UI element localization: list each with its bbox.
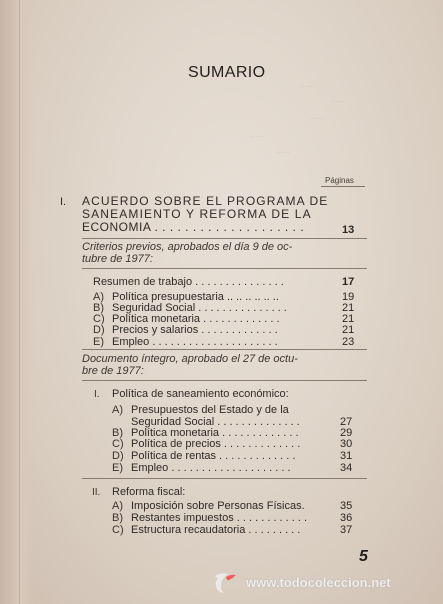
toc-item-letter: A) [112,500,123,512]
page-number-entry: 13 [342,224,355,236]
page-fold-line [19,0,20,604]
page-number-entry: 19 [342,291,355,303]
section-title-line: ACUERDO SOBRE EL PROGRAMA DE [82,194,329,208]
toc-item-label: Política monetaria . . . . . . . . . . . . . [112,313,280,325]
toc-item-letter: A) [93,291,104,303]
bleed-through-text: ...... [310,111,326,121]
toc-item-label: Política monetaria . . . . . . . . . . . . . [131,427,299,439]
page-number-entry: 29 [340,427,353,439]
page-number-entry: 17 [342,276,355,288]
toc-item-label: Empleo . . . . . . . . . . . . . . . . . . . . [131,462,291,474]
toc-item-letter: B) [112,512,123,524]
toc-item-letter: B) [93,302,104,314]
bleed-through-text: ...... [299,78,316,90]
subsection-heading: Criterios previos, aprobados el día 9 de oc- [82,241,293,253]
page-number-entry: 34 [340,462,353,474]
toc-item-label: Precios y salarios . . . . . . . . . . . . . [112,324,278,336]
bleed-through-text: ...... [275,145,291,155]
subsection-heading: Documento íntegro, aprobado el 27 de octu- [82,353,298,365]
toc-item-letter: A) [112,404,123,416]
page-spine-shadow [0,0,34,604]
divider-line [82,380,367,381]
toc-item-label: Política de precios . . . . . . . . . . . . . [131,438,301,450]
todocoleccion-logo-icon [213,571,239,595]
toc-item-label: Imposición sobre Personas Físicas. [131,500,305,512]
bleed-through-text: ...... [250,129,266,139]
divider-line [82,238,367,239]
toc-item-label: Política de rentas . . . . . . . . . . . . . [131,450,296,462]
section-title-line: SANEAMIENTO Y REFORMA DE LA [82,207,312,221]
part-heading: Política de saneamiento económico: [112,388,289,400]
toc-item-letter: B) [112,427,123,439]
toc-item-label: Política presupuestaria .. .. .. .. .. .. [112,291,279,303]
toc-item-letter: E) [93,336,104,348]
subsection-heading: bre de 1977: [82,365,144,377]
page-number-entry: 30 [340,438,353,450]
divider-line [82,478,367,479]
toc-item-letter: E) [112,462,123,474]
toc-item-letter: C) [112,524,124,536]
page-number-entry: 37 [340,524,353,536]
page-title: SUMARIO [188,64,266,81]
page-number-entry: 23 [342,336,355,348]
bleed-through-text: ...... [330,94,346,104]
toc-item-label: Empleo . . . . . . . . . . . . . . . . . . . . . [112,336,278,348]
part-numeral: I. [94,389,100,400]
page-number-entry: 21 [342,302,355,314]
toc-item-label: Seguridad Social . . . . . . . . . . . . . . . [112,302,287,314]
toc-item-letter: D) [112,450,124,462]
pages-label-rule [321,186,365,187]
divider-line [82,268,367,269]
divider-line [82,349,367,350]
toc-entry: Resumen de trabajo . . . . . . . . . . . . . . . [93,276,284,288]
toc-item-label: Restantes impuestos . . . . . . . . . . . . [131,512,308,524]
page-number-entry: 21 [342,313,355,325]
toc-item-label: Estructura recaudatoria . . . . . . . . . [131,524,301,536]
toc-item-label: Seguridad Social . . . . . . . . . . . . . . [131,416,300,428]
toc-item-letter: C) [112,438,124,450]
toc-item-letter: D) [93,324,105,336]
page-number-entry: 31 [340,450,353,462]
page-number-entry: 21 [342,324,355,336]
watermark [213,571,438,595]
page-number-entry: 27 [340,416,353,428]
toc-item-label: Presupuestos del Estado y de la [131,404,289,416]
part-heading: Reforma fiscal: [112,486,186,498]
section-numeral: I. [60,196,67,208]
toc-item-letter: C) [93,313,105,325]
section-title-line: ECONOMIA . . . . . . . . . . . . . . . . . . . . [82,220,305,234]
page-number: 5 [359,548,368,565]
pages-column-label: Páginas [325,176,354,185]
watermark-text: www.todocoleccion.net [246,575,391,590]
part-numeral: II. [92,487,101,498]
page-number-entry: 36 [340,512,353,524]
page-number-entry: 35 [340,500,353,512]
subsection-heading: tubre de 1977: [82,253,153,265]
